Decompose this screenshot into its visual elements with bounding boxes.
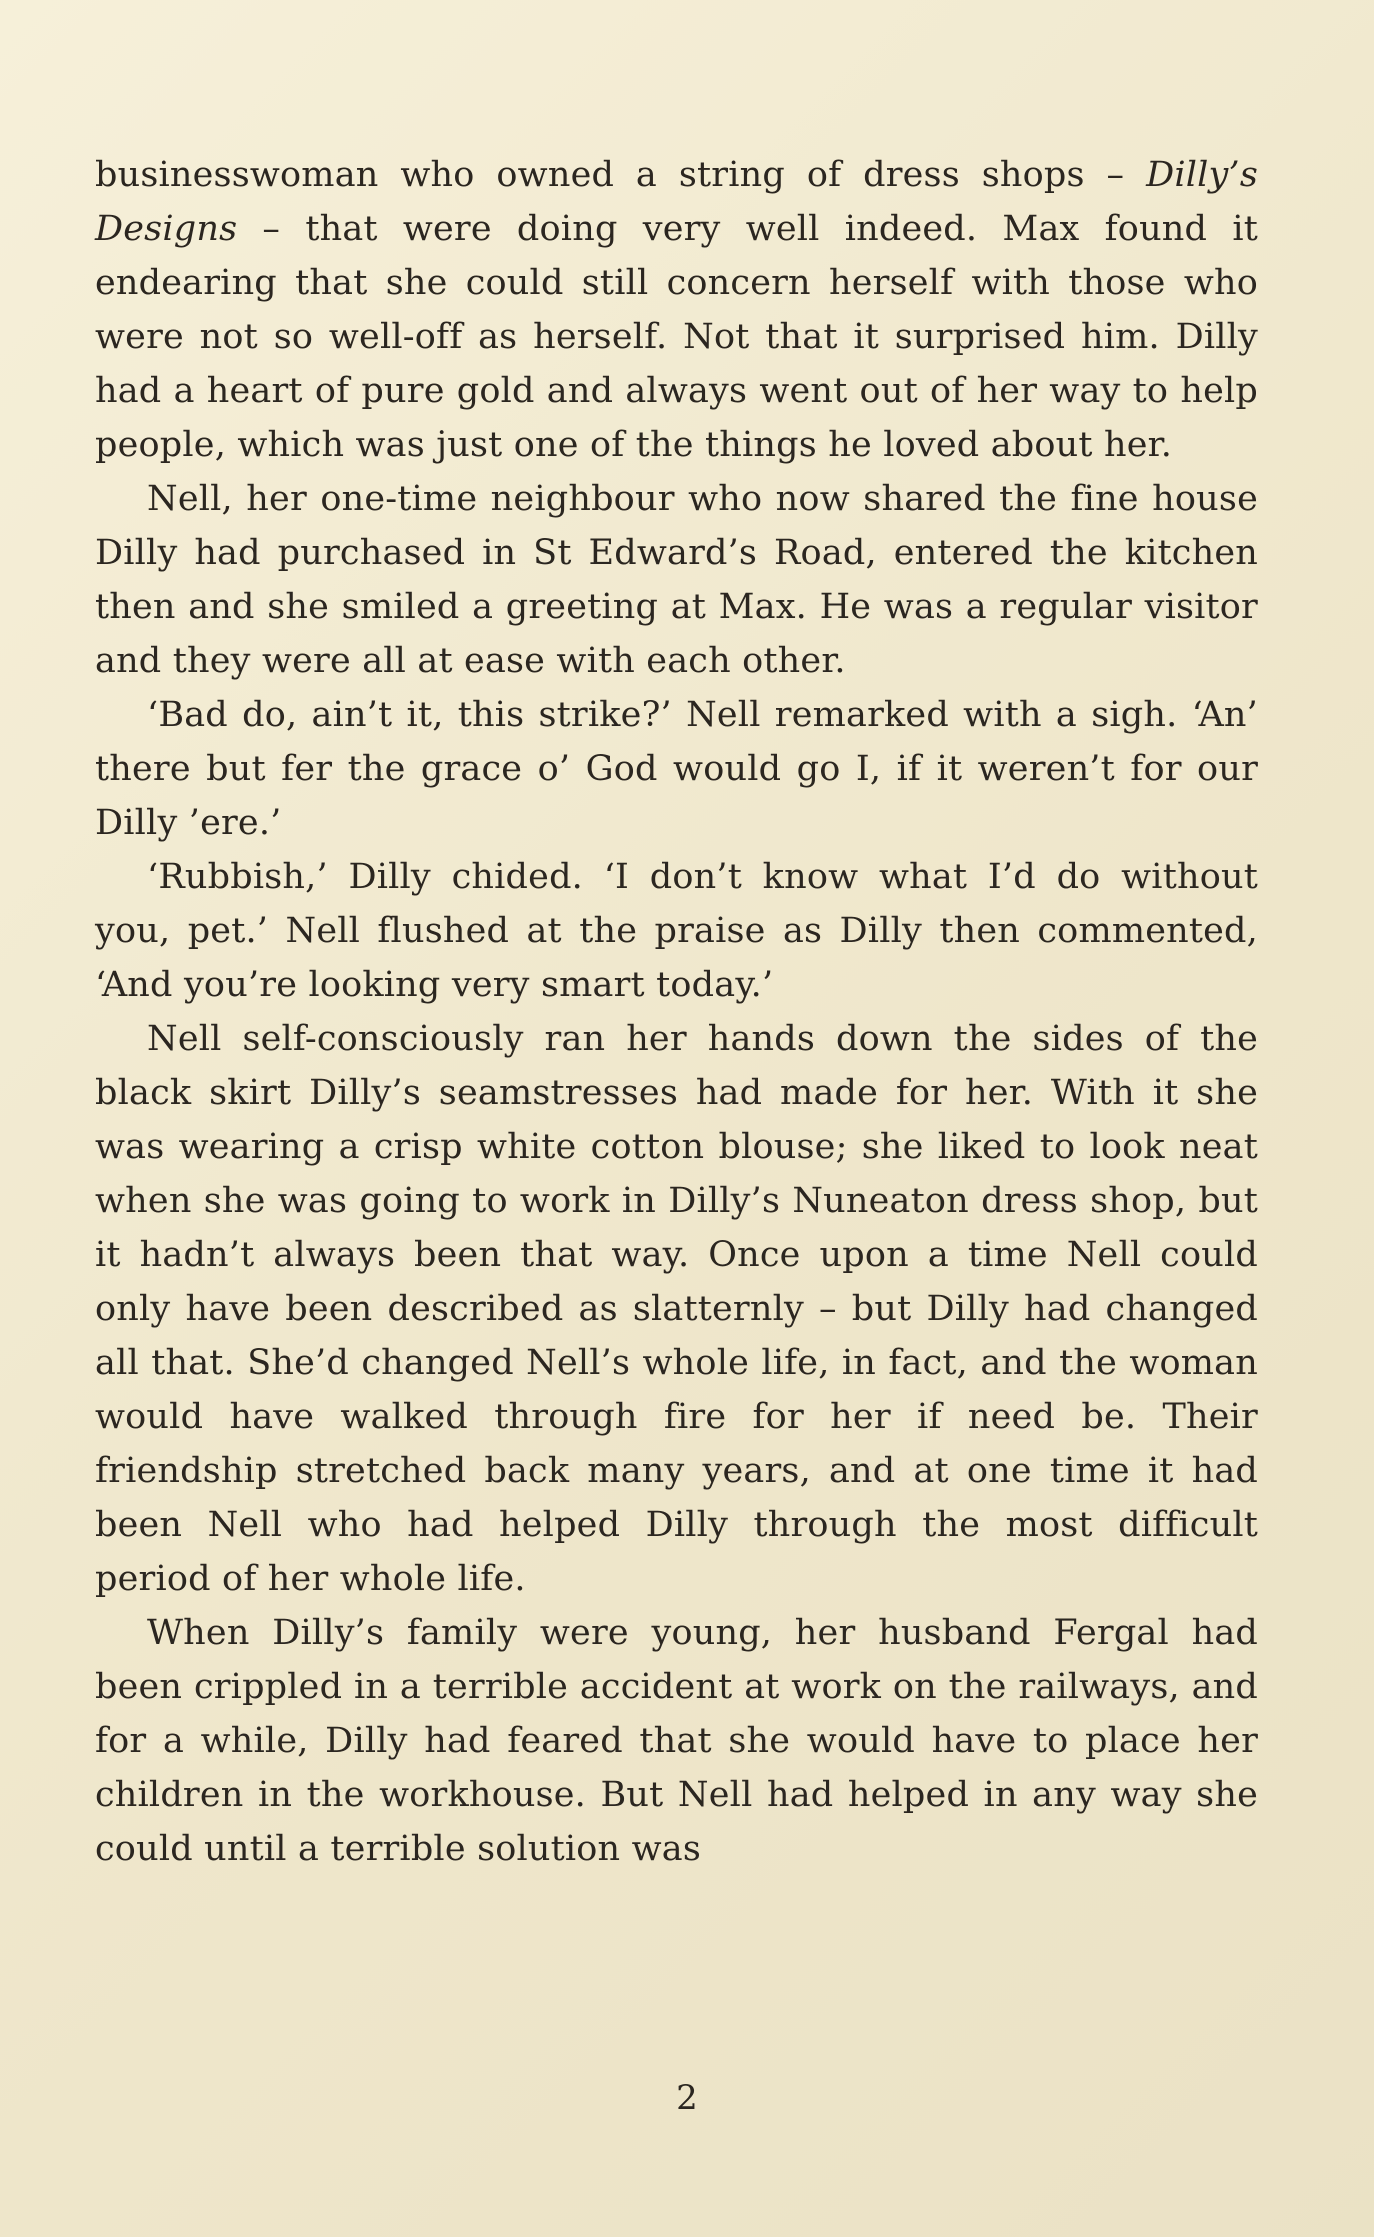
paragraph	[95, 850, 1258, 1012]
text-segment: – that were doing very well indeed. Max found it endearing that she could still concern herself with those who were not so well-off as herself. Not that it surprised him. Dilly had a heart of pure gold and always went out of her way to help people, which was just one of the things he loved about her.	[95, 209, 1258, 465]
paragraph	[95, 688, 1258, 850]
italic-shop-name: Dilly’s Designs	[95, 155, 1258, 249]
text-segment: Nell, her one-time neighbour who now shared the fine house Dilly had purchased in St Edward’s Road, entered the kitchen then and she smiled a greeting at Max. He was a regular visitor and they were all at ease with each other.	[95, 479, 1258, 681]
page-body	[95, 148, 1258, 1876]
paragraph	[95, 148, 1258, 472]
text-segment: ‘Bad do, ain’t it, this strike?’ Nell remarked with a sigh. ‘An’ there but fer the grace o’ God would go I, if it weren’t for our Dilly ’ere.’	[95, 695, 1258, 843]
paragraph	[95, 1606, 1258, 1876]
text-segment: businesswoman who owned a string of dress shops –	[95, 155, 1147, 195]
text-segment: Nell self-consciously ran her hands down the sides of the black skirt Dilly’s seamstresses had made for her. With it she was wearing a crisp white cotton blouse; she liked to look neat when she was going to work in Dilly’s Nuneaton dress shop, but it hadn’t always been that way. Once upon a time Nell could only have been described as slatternly – but Dilly had changed all that. She’d changed Nell’s whole life, in fact, and the woman would have walked through fire for her if need be. Their friendship stretched back many years, and at one time it had been Nell who had helped Dilly through the most difficult period of her whole life.	[95, 1019, 1258, 1599]
text-segment: ‘Rubbish,’ Dilly chided. ‘I don’t know what I’d do without you, pet.’ Nell flushed at the praise as Dilly then commented, ‘And you’re looking very smart today.’	[95, 857, 1258, 1005]
paragraph	[95, 472, 1258, 688]
paragraph	[95, 1012, 1258, 1606]
page-number: 2	[676, 2078, 698, 2118]
text-segment: When Dilly’s family were young, her husband Fergal had been crippled in a terrible accident at work on the railways, and for a while, Dilly had feared that she would have to place her children in the workhouse. But Nell had helped in any way she could until a terrible solution was	[95, 1613, 1258, 1869]
